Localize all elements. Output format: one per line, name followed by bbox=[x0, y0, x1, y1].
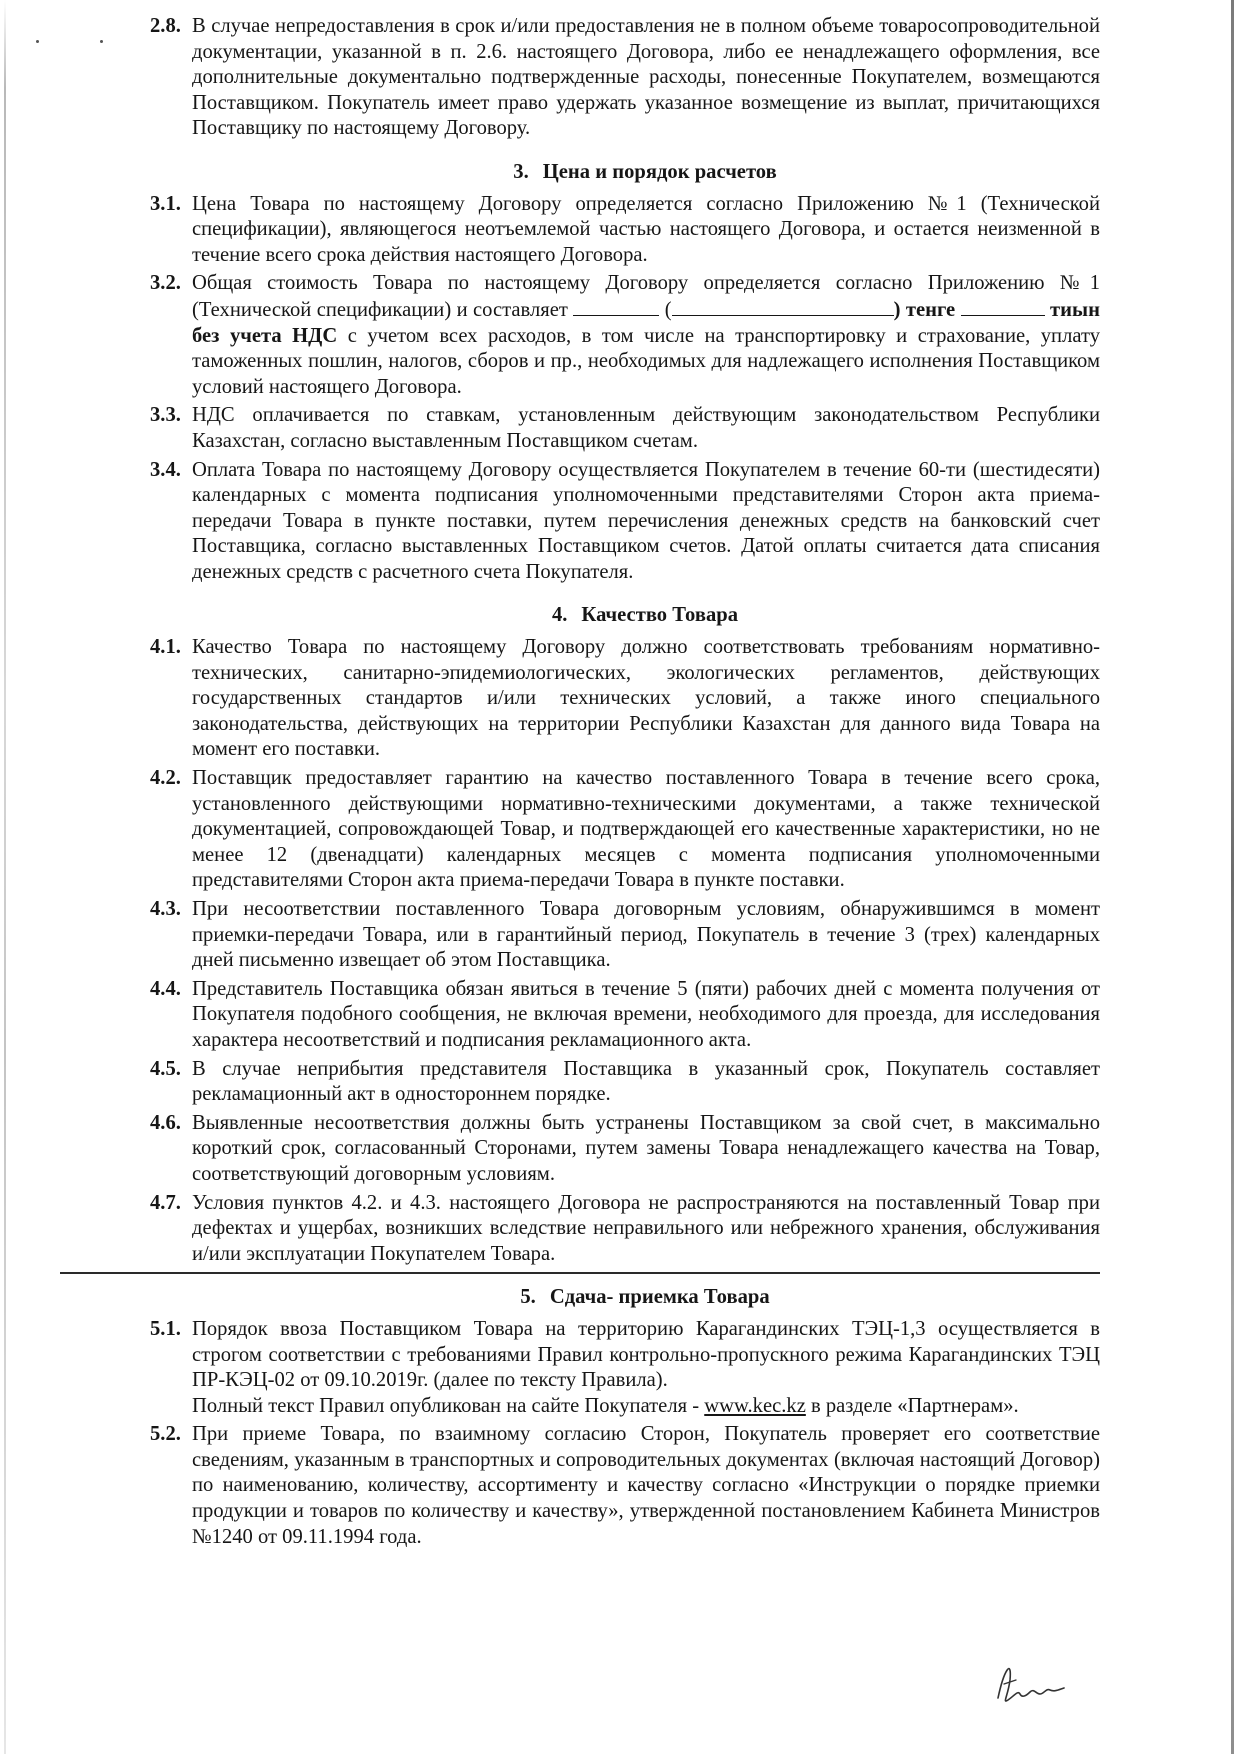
clause-4-4 bbox=[150, 977, 1100, 1054]
clause-number: 4.4. bbox=[150, 977, 181, 1000]
scan-speck bbox=[100, 40, 103, 43]
clause-number: 5.2. bbox=[150, 1423, 181, 1446]
clause-text-b: Полный текст Правил опубликован на сайте Покупателя - bbox=[192, 1394, 700, 1417]
clause-number: 5.1. bbox=[150, 1317, 181, 1340]
tenge-label: ) тенге bbox=[893, 298, 956, 321]
section-number: 5. bbox=[520, 1286, 536, 1309]
clause-number: 4.7. bbox=[150, 1191, 181, 1214]
section-number: 3. bbox=[513, 160, 529, 183]
section-3-heading bbox=[150, 160, 1100, 186]
strike-through-line bbox=[60, 1272, 1100, 1274]
clause-2-8 bbox=[150, 14, 1100, 142]
section-5-heading bbox=[150, 1285, 1100, 1311]
clause-text-c: в разделе «Партнерам». bbox=[811, 1394, 1019, 1417]
scan-speck bbox=[36, 40, 39, 43]
section-title: Сдача- приемка Товара bbox=[549, 1286, 770, 1309]
clause-number: 4.3. bbox=[150, 898, 181, 920]
clause-number: 3.2. bbox=[150, 272, 181, 295]
clause-text: Поставщик предоставляет гарантию на качество поставленного Товара в течение всего срока, установленного действующими нормативно-техническими документами, а также технической документацией, сопровождающей Товар, и подтверждающей его качественные характеристики, но не менее 12 (двенадцати) календарных месяцев с момента подписания уполномоченными представителями Сторон акта приема-передачи Товара в пункте поставки. bbox=[192, 767, 1100, 892]
clause-text-a: Общая стоимость Товара по настоящему Договору определяется согласно Приложению №1 (Технической спецификации) и составляет bbox=[192, 272, 1100, 321]
clause-text: Выявленные несоответствия должны быть устранены Поставщиком за свой счет, в максимально короткий срок, согласованный Сторонами, путем замены Товара ненадлежащего качества на Товар, соответствующий договорным условиям. bbox=[192, 1111, 1100, 1185]
clause-4-3 bbox=[150, 897, 1100, 974]
amount-blank bbox=[573, 297, 659, 316]
clause-number: 4.1. bbox=[150, 636, 181, 659]
tiyn-blank bbox=[961, 297, 1045, 316]
clause-text: НДС оплачивается по ставкам, установленным действующим законодательством Республики Казахстан, согласно выставленным Поставщиком счетам. bbox=[192, 404, 1100, 452]
clause-4-2 bbox=[150, 766, 1100, 894]
contract-body bbox=[150, 14, 1100, 1553]
clause-5-1 bbox=[150, 1317, 1100, 1419]
clause-number: 3.3. bbox=[150, 404, 181, 427]
clause-3-4 bbox=[150, 458, 1100, 586]
clause-number: 4.6. bbox=[150, 1111, 181, 1134]
handwritten-signature-icon bbox=[990, 1650, 1070, 1710]
section-title: Качество Товара bbox=[581, 604, 739, 627]
clause-text-c: с учетом всех расходов, в том числе на транспортировку и страхование, уплату таможенных пошлин, налогов, сборов и пр., необходимых для надлежащего исполнения Поставщиком условий настоящего Договора. bbox=[192, 324, 1100, 398]
section-number: 4. bbox=[551, 604, 568, 627]
clause-text: Оплата Товара по настоящему Договору осуществляется Покупателем в течение 60-ти (шестидесяти) календарных с момента подписания уполномоченными представителями Сторон акта приема-передачи Товара в пункте поставки, путем перечисления денежных средств на банковский счет Поставщика, согласно выставленных Поставщиком счетов. Датой оплаты считается дата списания денежных средств с расчетного счета Покупателя. bbox=[192, 458, 1100, 583]
clause-number: 4.2. bbox=[150, 767, 181, 790]
clause-number: 3.1. bbox=[150, 192, 181, 215]
clause-text: При приеме Товара, по взаимному согласию Сторон, Покупатель проверяет его соответствие сведениям, указанным в транспортных и сопроводительных документах (включая настоящий Договор) по наименованию, количеству, ассортименту и качеству согласно «Инструкции о порядке приемки продукции и товаров по количеству и качеству», утвержденной постановлением Кабинета Министров №1240 от 09.11.1994 года. bbox=[192, 1423, 1100, 1548]
clause-text bbox=[192, 271, 1100, 400]
clause-3-2 bbox=[150, 271, 1100, 400]
clause-4-6 bbox=[150, 1111, 1100, 1188]
clause-text: Качество Товара по настоящему Договору должно соответствовать требованиям нормативно-технических, санитарно-эпидемиологических, экологических регламентов, действующих государственных стандартов и/или технических условий, а также иного специального законодательства, действующих на территории Республики Казахстан для данного вида Товара на момент его поставки. bbox=[192, 636, 1100, 761]
scan-edge-right bbox=[1231, 0, 1234, 1754]
clause-3-1 bbox=[150, 192, 1100, 269]
open-paren: ( bbox=[664, 298, 672, 321]
clause-number: 2.8. bbox=[150, 15, 181, 37]
section-title: Цена и порядок расчетов bbox=[542, 160, 777, 183]
clause-text: В случае неприбытия представителя Поставщика в указанный срок, Покупатель составляет рекламационный акт в одностороннем порядке. bbox=[192, 1057, 1100, 1106]
section-4-heading bbox=[150, 603, 1100, 629]
clause-4-5 bbox=[150, 1057, 1100, 1108]
clause-text: Цена Товара по настоящему Договору определяется согласно Приложению №1 (Технической спецификации), являющегося неотъемлемой частью настоящего Договора, и остается неизменной в течение всего срока действия настоящего Договора. bbox=[192, 192, 1100, 266]
website-link[interactable]: www.kec.kz bbox=[704, 1394, 806, 1417]
clause-number: 4.5. bbox=[150, 1057, 181, 1080]
clause-text-a: Порядок ввоза Поставщиком Товара на территорию Карагандинских ТЭЦ-1,3 осуществляется в строгом соответствии с требованиями Правил контрольно-пропускного режима Карагандинских ТЭЦ ПР-КЭЦ-02 от 09.10.2019г. (далее по тексту Правила). bbox=[192, 1317, 1100, 1392]
clause-3-3 bbox=[150, 403, 1100, 454]
clause-text bbox=[192, 1317, 1100, 1419]
clause-text: Условия пунктов 4.2. и 4.3. настоящего Договора не распространяются на поставленный Товар при дефектах и ущербах, возникших вследствие неправильного или небрежного хранения, обслуживания и/или эксплуатации Покупателем Товара. bbox=[192, 1191, 1100, 1265]
clause-5-2 bbox=[150, 1422, 1100, 1550]
clause-4-7 bbox=[150, 1191, 1100, 1268]
amount-words-blank bbox=[672, 297, 894, 316]
clause-4-1 bbox=[150, 635, 1100, 763]
scan-edge-left bbox=[4, 0, 6, 1754]
clause-number: 3.4. bbox=[150, 458, 181, 481]
clause-text: При несоответствии поставленного Товара договорным условиям, обнаружившимся в момент приемки-передачи Товара, или в гарантийный период, Покупатель в течение 3 (трех) календарных дней письменно извещает об этом Поставщика. bbox=[192, 898, 1100, 972]
clause-text: Представитель Поставщика обязан явиться в течение 5 (пяти) рабочих дней с момента получения от Покупателя подобного сообщения, не включая времени, необходимого для проезда, для исследования характера несоответствий и подписания рекламационного акта. bbox=[192, 977, 1100, 1051]
tiyn-no-vat-label: тиын без учета НДС bbox=[192, 298, 1100, 347]
clause-text: В случае непредоставления в срок и/или предоставления не в полном объеме товаросопроводительной документации, указанной в п. 2.6. настоящего Договора, либо ее ненадлежащего оформления, все дополнительные документально подтвержденные расходы, понесенные Покупателем, возмещаются Поставщиком. Покупатель имеет право удержать указанное возмещение из выплат, причитающихся Поставщику по настоящему Договору. bbox=[192, 15, 1100, 140]
